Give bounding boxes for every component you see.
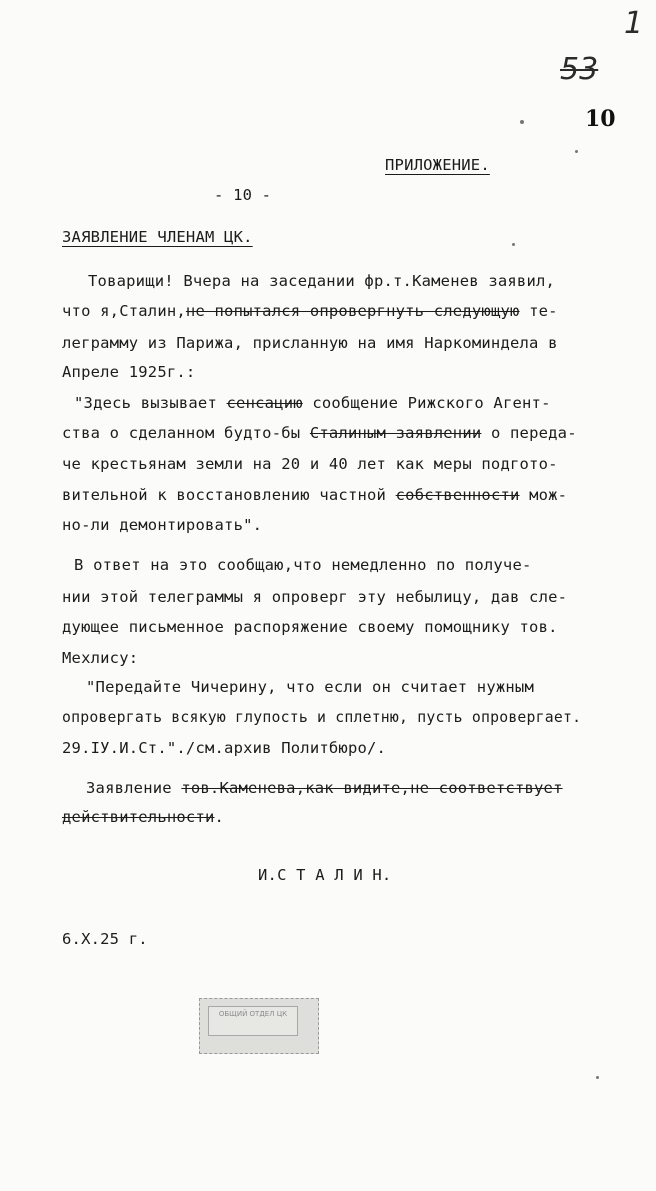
paragraph-1-line-3: леграмму из Парижа, присланную на имя Наркоминдела в bbox=[62, 334, 558, 352]
folio-number-crossed: 53 bbox=[560, 52, 599, 87]
paragraph-1-line-2: что я,Сталин,не попытался опровергнуть следующую те- bbox=[62, 302, 558, 320]
archive-stamp bbox=[199, 998, 319, 1054]
quote-1-line-2: ства о сделанном будто-бы Сталиным заявлении о переда- bbox=[62, 424, 577, 442]
date: 6.Х.25 г. bbox=[62, 930, 148, 948]
quote-1-line-3: че крестьянам земли на 20 и 40 лет как меры подгото- bbox=[62, 455, 558, 473]
paragraph-2-line-2: нии этой телеграммы я опроверг эту небылицу, дав сле- bbox=[62, 588, 568, 606]
quote-1-line-1: "Здесь вызывает сенсацию сообщение Рижского Агент- bbox=[74, 394, 551, 412]
page-marker: - 10 - bbox=[214, 186, 272, 204]
quote-1-line-5: но-ли демонтировать". bbox=[62, 516, 263, 534]
paragraph-2-line-1: В ответ на это сообщаю,что немедленно по получе- bbox=[74, 556, 532, 574]
appendix-label: ПРИЛОЖЕНИЕ. bbox=[385, 156, 490, 174]
paragraph-1-line-1: Товарищи! Вчера на заседании фр.т.Каменев заявил, bbox=[88, 272, 556, 290]
signature: И.С Т А Л И Н. bbox=[258, 866, 392, 884]
paper-speck bbox=[596, 1076, 599, 1079]
paragraph-3-line-2: действительности. bbox=[62, 808, 225, 826]
paragraph-2-line-4: Мехлису: bbox=[62, 649, 139, 667]
quote-2-line-2: опровергать всякую глупость и сплетню, пусть опровергает. bbox=[62, 709, 582, 726]
paper-speck bbox=[520, 120, 524, 124]
quote-2-line-1: "Передайте Чичерину, что если он считает нужным bbox=[86, 678, 534, 696]
paragraph-1-line-4: Апреле 1925г.: bbox=[62, 363, 196, 381]
paper-speck bbox=[575, 150, 578, 153]
quote-2-line-3: 29.IУ.И.Ст."./см.архив Политбюро/. bbox=[62, 739, 387, 757]
paragraph-3-line-1: Заявление тов.Каменева,как видите,не соответствует bbox=[86, 779, 563, 797]
paper-speck bbox=[512, 243, 515, 246]
folio-number-handwritten: 1 bbox=[624, 6, 644, 41]
page-number: 10 bbox=[585, 106, 616, 132]
archive-stamp-label: ОБЩИЙ ОТДЕЛ ЦК bbox=[208, 1006, 298, 1036]
quote-1-line-4: вительной к восстановлению частной собственности мож- bbox=[62, 486, 568, 504]
document-heading: ЗАЯВЛЕНИЕ ЧЛЕНАМ ЦК. bbox=[62, 228, 253, 246]
paragraph-2-line-3: дующее письменное распоряжение своему помощнику тов. bbox=[62, 618, 558, 636]
